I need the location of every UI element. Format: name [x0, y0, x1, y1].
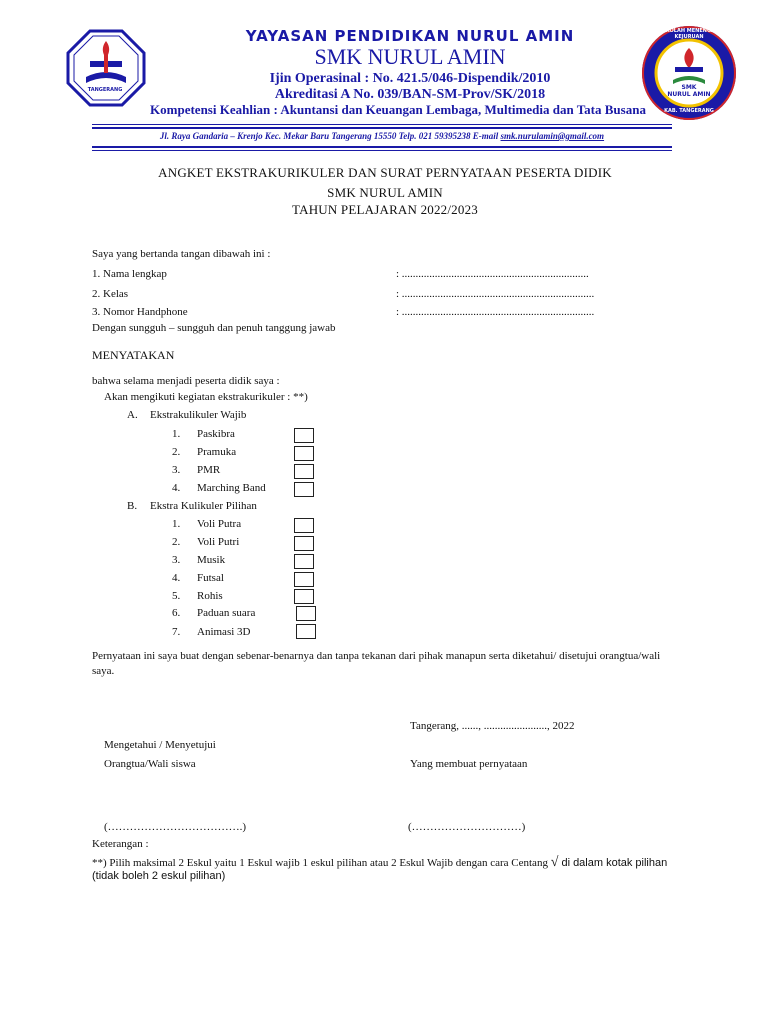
right-logo-bottom-text: KAB. TANGERANG	[664, 108, 714, 114]
group-b-letter: B.	[127, 500, 138, 512]
item-number: 3.	[172, 464, 181, 476]
checkbox-voli-putri[interactable]	[294, 536, 314, 551]
item-number: 6.	[172, 607, 181, 619]
declaration-line-2: saya.	[92, 665, 115, 677]
left-school-logo	[60, 27, 150, 107]
item-number: 5.	[172, 590, 181, 602]
item-number: 3.	[172, 554, 181, 566]
item-label-voli-putra: Voli Putra	[197, 518, 242, 530]
email-link[interactable]: smk.nurulamin@gmail.com	[500, 131, 605, 141]
checkbox-pramuka[interactable]	[294, 446, 314, 461]
header-rule-bottom	[92, 150, 672, 151]
item-label-voli-putri: Voli Putri	[197, 536, 240, 548]
item-label-pramuka: Pramuka	[197, 446, 237, 458]
declarant-signature-blank[interactable]: (…………………………)	[408, 821, 526, 833]
earnest-line: Dengan sungguh – sungguh dan penuh tanggung jawab	[92, 322, 336, 334]
checkbox-paskibra[interactable]	[294, 428, 314, 443]
item-number: 2.	[172, 536, 181, 548]
document-subtitle-school: SMK NURUL AMIN	[327, 185, 443, 200]
checkbox-pmr[interactable]	[294, 464, 314, 479]
checkbox-paduan-suara[interactable]	[296, 606, 316, 621]
header-rule-top	[92, 124, 672, 125]
parent-label: Orangtua/Wali siswa	[104, 758, 196, 770]
field-blank-phone[interactable]: : ......................................................................	[396, 306, 595, 318]
group-a-letter: A.	[127, 409, 138, 421]
field-blank-class[interactable]: : ......................................................................	[396, 288, 595, 300]
place-date: Tangerang, ......, ......................., 2022	[410, 720, 575, 732]
checkbox-voli-putra[interactable]	[294, 518, 314, 533]
document-title: ANGKET EKSTRAKURIKULER DAN SURAT PERNYATAAN PESERTA DIDIK	[158, 165, 612, 180]
field-label-phone: 3. Nomor Handphone	[92, 306, 188, 318]
header-rule-top-thick	[92, 127, 672, 129]
checkbox-futsal[interactable]	[294, 572, 314, 587]
field-label-name: 1. Nama lengkap	[92, 268, 167, 280]
school-name: SMK NURUL AMIN	[314, 44, 506, 69]
statement-will-follow: Akan mengikuti kegiatan ekstrakurikuler : **)	[104, 391, 308, 403]
declaration-line-1: Pernyataan ini saya buat dengan sebenar-benarnya dan tanpa tekanan dari pihak manapun serta diketahui/ disetujui orangtua/wali	[92, 650, 661, 662]
item-number: 7.	[172, 626, 181, 638]
notes-heading: Keterangan :	[92, 838, 149, 850]
item-label-paskibra: Paskibra	[197, 428, 235, 440]
group-a-title: Ekstrakulikuler Wajib	[150, 409, 247, 421]
item-number: 4.	[172, 572, 181, 584]
item-label-paduan-suara: Paduan suara	[197, 607, 256, 619]
group-b-title: Ekstra Kulikuler Pilihan	[150, 500, 257, 512]
field-blank-name[interactable]: : ....................................................................	[396, 268, 589, 280]
parent-signature-blank[interactable]: (……………………………….)	[104, 821, 247, 833]
acknowledge-label: Mengetahui / Menyetujui	[104, 739, 216, 751]
checkbox-marching-band[interactable]	[294, 482, 314, 497]
right-logo-center-text: SMK NURUL AMIN	[667, 84, 711, 98]
item-number: 4.	[172, 482, 181, 494]
notes-text-suffix: di dalam kotak pilihan	[558, 857, 668, 869]
notes-line-1	[92, 855, 722, 871]
check-mark-symbol: √	[550, 855, 559, 870]
field-label-class: 2. Kelas	[92, 288, 129, 300]
checkbox-musik[interactable]	[294, 554, 314, 569]
statement-heading: MENYATAKAN	[92, 348, 175, 362]
declarant-label: Yang membuat pernyataan	[410, 758, 528, 770]
item-label-pmr: PMR	[197, 464, 221, 476]
address-text: Jl. Raya Gandaria – Krenjo Kec. Mekar Baru Tangerang 15550 Telp. 021 59395238 E-mail	[159, 131, 501, 141]
item-number: 1.	[172, 428, 181, 440]
item-label-animasi-3d: Animasi 3D	[197, 626, 251, 638]
right-logo-ring-text: SEKOLAH MENENGAH KEJURUAN	[658, 28, 720, 40]
operational-license: Ijin Operasinal : No. 421.5/046-Dispendik/2010	[269, 71, 551, 86]
accreditation: Akreditasi A No. 039/BAN-SM-Prov/SK/2018	[274, 87, 546, 102]
form-intro: Saya yang bertanda tangan dibawah ini :	[92, 248, 271, 260]
item-label-marching-band: Marching Band	[197, 482, 266, 494]
foundation-name: YAYASAN PENDIDIKAN NURUL AMIN	[245, 27, 575, 45]
item-number: 1.	[172, 518, 181, 530]
item-label-rohis: Rohis	[197, 590, 223, 602]
document-subtitle-year: TAHUN PELAJARAN 2022/2023	[292, 202, 478, 217]
statement-during: bahwa selama menjadi peserta didik saya :	[92, 375, 280, 387]
notes-text: **) Pilih maksimal 2 Eskul yaitu 1 Eskul wajib 1 eskul pilihan atau 2 Eskul Wajib dengan cara Centang	[92, 857, 551, 869]
competence-line: Kompetensi Keahlian : Akuntansi dan Keuangan Lembaga, Multimedia dan Tata Busana	[150, 102, 646, 117]
address-line	[92, 131, 672, 141]
checkbox-animasi-3d[interactable]	[296, 624, 316, 639]
header-rule-bottom-thick	[92, 146, 672, 148]
checkbox-rohis[interactable]	[294, 589, 314, 604]
item-number: 2.	[172, 446, 181, 458]
notes-line-2: (tidak boleh 2 eskul pilihan)	[92, 870, 226, 882]
left-logo-text: TANGERANG	[87, 87, 123, 93]
item-label-futsal: Futsal	[197, 572, 224, 584]
item-label-musik: Musik	[197, 554, 226, 566]
